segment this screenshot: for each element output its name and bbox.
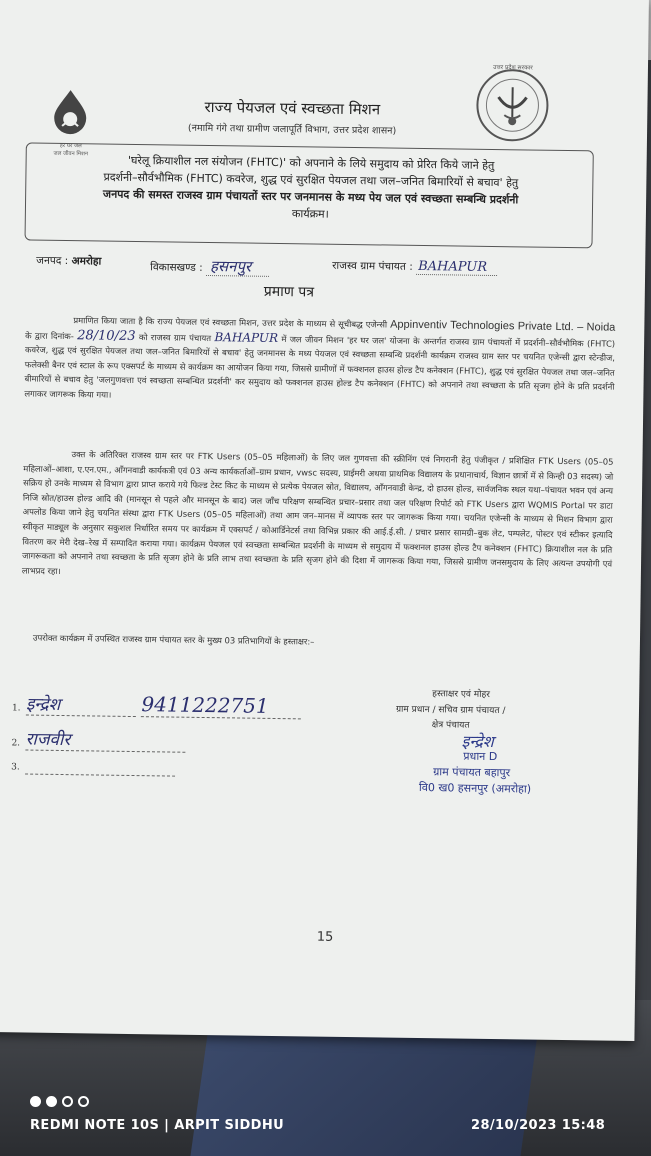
block-value: हसनपुर bbox=[206, 257, 269, 277]
device-label: REDMI NOTE 10S | ARPIT SIDDHU bbox=[30, 1118, 285, 1133]
signature-row-3 bbox=[11, 754, 175, 776]
para1-intro: प्रमाणित किया जाता है कि राज्य पेयजल एवं स्वच्छता मिशन, उत्तर प्रदेश के माध्यम से सूचीबद्ध एजेन्सी bbox=[73, 315, 388, 330]
logo-left-caption: हर घर जल bbox=[59, 142, 82, 150]
seal-label-2: ग्राम प्रधान / सचिव ग्राम पंचायत / bbox=[395, 704, 506, 717]
para1-body: में जल जीवन मिशन 'हर घर जल' योजना के अन्तर्गत राजस्व ग्राम पंचायतों में प्रदर्शनी–सौर्वभौमिक (FHTC) कवरेज, शुद्ध एवं सुरक्षित पेयजल तथा जल–जनित बिमारियों से बचाव' हेतु जनमानस के मध्य पेयजल एवं स्वच्छता सम्बन्धि प्रदर्शनी कार्यक्रम राजस्व ग्राम स्तर पर चयनित एजेन्सी द्वारा स्टेन्डीज, फलेक्सी बैनर एवं स्टाल के रूप एक्सपर्ट के माध्यम से कार्यक्रम का आयोजन किया गया, जिससे ग्रामीणों में फक्शनल हाउस होल्ड टैप कनेक्शन (FHTC), शुद्ध एवं सुरक्षित पेयजल तथा जल–जनित बीमारियों से बचाव हेतु 'जलगुणवत्ता एवं स्वच्छता सम्बन्धित प्रदर्शनी' कर समुदाय को फक्शनल हाउस होल्ड टैप कनेक्शन (FHTC) को अपनाने तथा स्वच्छता के प्रति सृजग होने के प्रति प्रदर्शनी लगाकर जागरूक किया गया। bbox=[24, 333, 616, 400]
campaign-line-4: कार्यक्रम। bbox=[291, 207, 329, 221]
stamp-line-1: प्रधान D bbox=[463, 749, 498, 764]
certificate-title: प्रमाण पत्र bbox=[263, 283, 315, 301]
mission-subtitle: (नमामि गंगे तथा ग्रामीण जलापूर्ति विभाग, उत्तर प्रदेश शासन) bbox=[187, 122, 397, 137]
block-label: विकासखण्ड : bbox=[150, 261, 203, 274]
village-value: BAHAPUR bbox=[416, 259, 497, 276]
district-value: अमरोहा bbox=[71, 255, 102, 268]
para1-date-label: के द्वारा दिनांक- bbox=[25, 330, 74, 341]
mission-title: राज्य पेयजल एवं स्वच्छता मिशन bbox=[204, 97, 381, 119]
dot-icon bbox=[30, 1096, 41, 1107]
agency-name: Appinventiv Technologies Private Ltd. – Noida bbox=[390, 318, 616, 334]
seal-label-1: हस्ताक्षर एवं मोहर bbox=[432, 689, 491, 700]
para2-body: उक्त के अतिरिक्त राजस्व ग्राम स्तर पर FTK Users (05–05 महिलाओं) के लिए जल गुणवत्ता की स्क्रीनिंग एवं निगरानी हेतु पंजीकृत / प्रशिक्षित FTK Users (05–05 महिलाओं–आशा, ए.एन.एम., आँगनवाडी कार्यकत्री एवं 03 अन्य कार्यकर्ताओं–ग्राम प्रधान, vwsc सदस्य, प्राईमरी अथवा प्राथमिक विद्यालय के प्रधानाचार्य, विज्ञान छात्रों में से किन्ही 03 सदस्य) जो सक्रिय हो उनके माध्यम से विभाग द्वारा प्राप्त कराये गये फिल्ड टेस्ट किट के माध्यम से प्रत्येक पेयजल स्रोत, विद्यालय, आँगनवाडी केन्द्र, दो हाउस होल्ड, सार्वजनिक स्थल यथा–पंचायत भवन एवं अन्य निजि स्रोत/हाउस होल्ड आदि की (मानसून से पहले और मानसून के बाद) जल जाँच परिक्षण सम्बन्धित प्रचार–प्रसार तथा जल परिक्षण रिपोर्ट को FTK Users द्वारा WQMIS Portal पर डाटा अपलोड किया जाने हेतु चयनित संस्था द्वारा FTK Users (05–05 महिलाओं) तथा आम जन–मानस में व्यापक स्तर पर जागरूक किया गया। चयनित एजेन्सी के माध्यम से मिशन विभाग द्वारा स्वीकृत माड्यूल के अनुसार सकुशल निर्धारित समय पर कार्यक्रम में एक्सपर्ट / कोआर्डिनेटर्स तथा विभिन्न प्रकार की आई.ई.सी. / प्रचार प्रसार सामग्री–बुक लेट, पम्पलेट, पोस्टर एवं स्टीकर इत्यादि वितरण कर मेरी देख–रेख में सम्पादित कराया गया। कार्यक्रम पेयजल एवं स्वच्छता सम्बन्धित प्रदर्शनी के माध्यम से समुदाय में फक्शनल हाउस होल्ड टैप कनेक्शन (FHTC) क्रियाशील नल के प्रति जागरूकता को अपनाने तथा स्वच्छता के प्रति सृजग होने के प्रति लाभ तथा स्वच्छता के प्रति सृजग होने की दिशा में जागरूक किया गया, जिससे ग्रामीण जनसमुदाय के लिए अत्यन्त उपयोगी एवं लाभप्रद रहा। bbox=[21, 449, 614, 576]
seal-label-3: क्षेत्र पंचायत bbox=[431, 720, 470, 731]
page-number: 15 bbox=[316, 929, 334, 945]
campaign-title-text bbox=[33, 151, 589, 227]
stamp-line-3: वि0 ख0 हसनपुर (अमरोहा) bbox=[418, 781, 532, 796]
para1-village-value: BAHAPUR bbox=[214, 329, 279, 345]
jal-jeevan-mission-logo bbox=[40, 86, 101, 147]
logo-right-caption: उत्तर प्रदेश सरकार bbox=[493, 63, 533, 72]
sig2-number: 2. bbox=[11, 738, 21, 749]
block-field bbox=[150, 255, 269, 277]
dot-icon bbox=[46, 1096, 57, 1107]
district-field bbox=[36, 254, 101, 269]
campaign-line-3: जनपद की समस्त राजस्व ग्राम पंचायतों स्तर पर जनमानस के मध्य पेय जल एवं स्वच्छता सम्बन्धि प्रदर्शनी bbox=[102, 187, 519, 207]
dot-icon bbox=[62, 1096, 73, 1107]
sig1-name: इन्द्रेश bbox=[26, 692, 136, 718]
camera-watermark bbox=[0, 1088, 651, 1156]
sig1-phone: 9411222751 bbox=[141, 692, 301, 719]
up-government-emblem bbox=[474, 67, 551, 144]
district-label: जनपद : bbox=[36, 254, 69, 268]
signature-row-1 bbox=[12, 690, 302, 719]
para1-village-label: को राजस्व ग्राम पंचायत bbox=[138, 331, 212, 343]
sig3-number: 3. bbox=[11, 762, 20, 773]
camera-mode-dots bbox=[30, 1096, 89, 1107]
program-date: 28/10/23 bbox=[77, 327, 136, 344]
village-field bbox=[332, 258, 497, 275]
participants-note: उपरोक्त कार्यक्रम में उपस्थित राजस्व ग्राम पंचायत स्तर के मुख्य 03 प्रतिभागियों के हस्ताक्षर:– bbox=[32, 632, 315, 647]
sig3-line bbox=[25, 760, 175, 777]
village-label: राजस्व ग्राम पंचायत : bbox=[332, 259, 413, 273]
certificate-paragraph-2 bbox=[22, 446, 614, 586]
stamp-line-2: ग्राम पंचायत बहापुर bbox=[433, 765, 511, 780]
campaign-line-2: प्रदर्शनी–सौर्वभौमिक (FHTC) कवरेज, शुद्ध एवं सुरक्षित पेयजल तथा जल–जनित बिमारियों से बचाव' हेतु bbox=[103, 170, 519, 190]
logo-left-caption-2: जल जीवन मिशन bbox=[53, 150, 88, 158]
sig2-name: राजवीर bbox=[25, 727, 185, 753]
certificate-paragraph-1 bbox=[24, 312, 615, 409]
photo-datetime: 28/10/2023 15:48 bbox=[471, 1118, 606, 1133]
signature-row-2 bbox=[11, 726, 185, 752]
dot-icon bbox=[78, 1096, 89, 1107]
campaign-line-1: 'घरेलू क्रियाशील नल संयोजन (FHTC)' को अपनाने के लिये समुदाय को प्रेरित किये जाने हेतु bbox=[127, 153, 495, 173]
pradhan-signature: इन्द्रेश bbox=[461, 731, 494, 752]
sig1-number: 1. bbox=[11, 703, 21, 714]
